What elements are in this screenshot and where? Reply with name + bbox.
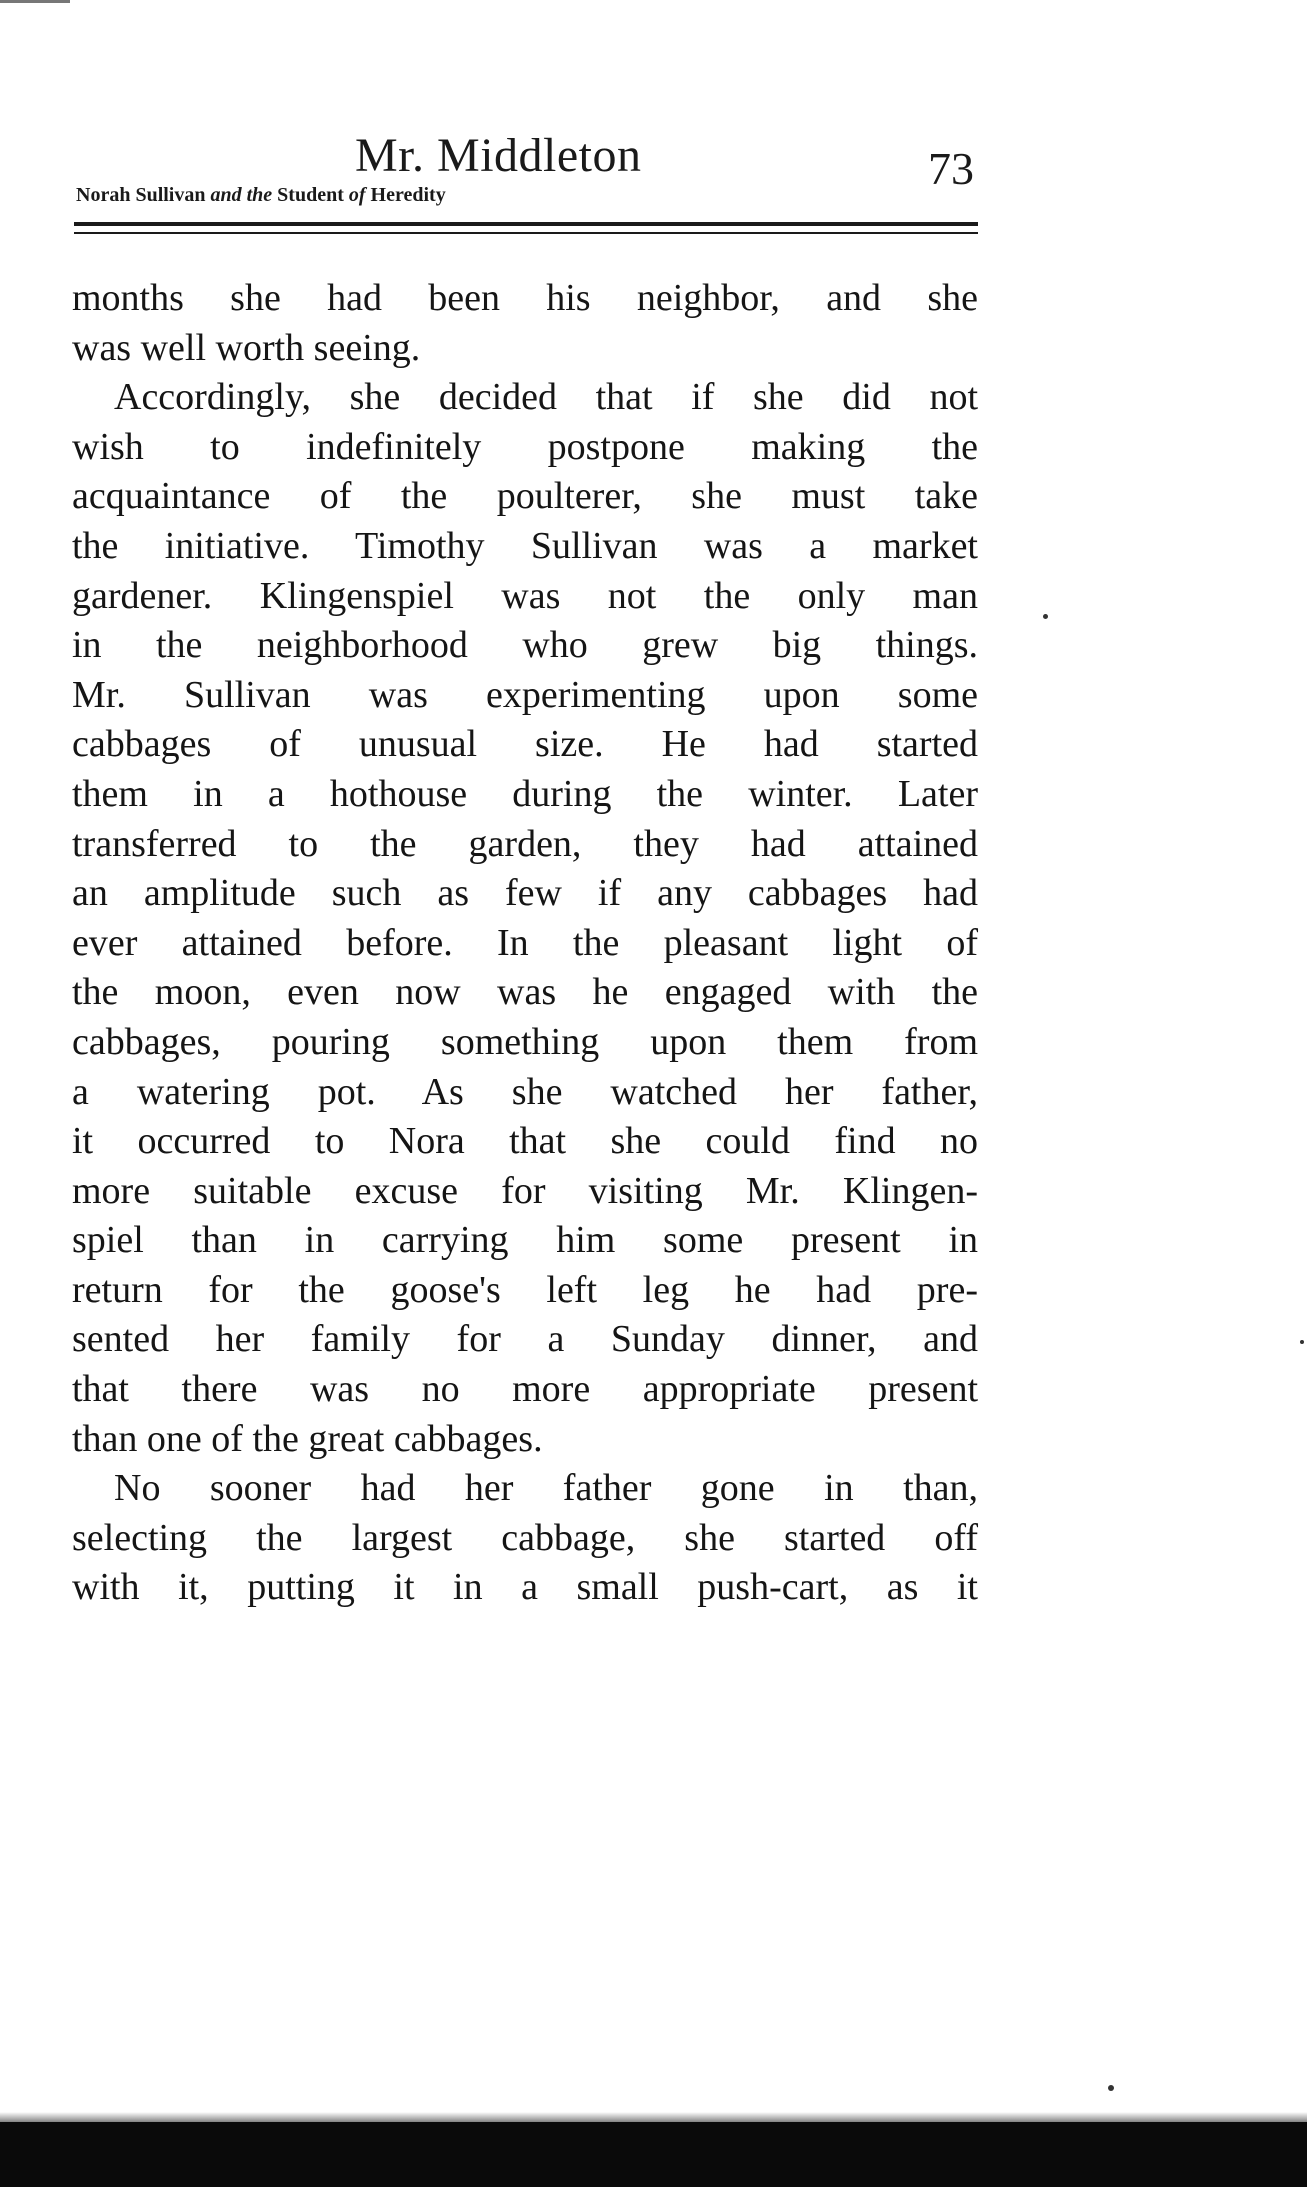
text-line: was well worth seeing. [72,326,421,369]
text-line: Mr. Sullivan was experimenting upon some [72,673,978,716]
series-title [76,184,446,207]
text-line: No sooner had her father gone in than, [114,1467,978,1510]
text-line: spiel than in carrying him some present in [72,1219,978,1262]
series-title-part: and the [210,184,273,206]
text-line: an amplitude such as few if any cabbages had [72,872,978,915]
series-title-part: Student [272,184,349,206]
scan-edge-mark [0,0,70,3]
text-line: transferred to the garden, they had attained [72,822,978,865]
text-line: than one of the great cabbages. [72,1417,543,1460]
text-line: selecting the largest cabbage, she started off [72,1516,978,1559]
text-line: with it, putting it in a small push-cart, as it [72,1566,978,1609]
text-line: ever attained before. In the pleasant light of [72,921,978,964]
scan-speck [1108,2085,1114,2091]
page-number: 73 [928,143,974,194]
scan-bottom-edge [0,2122,1307,2187]
text-line: sented her family for a Sunday dinner, and [72,1318,978,1361]
scan-speck [1300,1340,1304,1344]
text-line: the initiative. Timothy Sullivan was a market [72,524,978,567]
scan-speck [1043,614,1048,619]
header-rule [74,232,978,234]
header-rule [74,222,978,226]
text-line: them in a hothouse during the winter. Later [72,772,978,815]
text-line: months she had been his neighbor, and she [72,277,978,319]
series-title-part: Norah Sullivan [76,184,211,206]
series-title-part: of [348,184,366,206]
series-title-part: Heredity [365,184,446,206]
text-line: the moon, even now was he engaged with the [72,971,978,1014]
text-line: Accordingly, she decided that if she did not [114,376,978,419]
text-line: return for the goose's left leg he had pre- [72,1268,978,1311]
text-line: a watering pot. As she watched her father, [72,1070,978,1113]
text-line: that there was no more appropriate present [72,1368,978,1411]
running-title: Mr. Middleton [355,129,642,182]
text-line: gardener. Klingenspiel was not the only man [72,574,978,617]
text-line: cabbages, pouring something upon them from [72,1020,978,1063]
text-line: more suitable excuse for visiting Mr. Klingen- [72,1169,978,1212]
text-line: wish to indefinitely postpone making the [72,425,978,468]
body-text [72,274,978,1613]
text-line: cabbages of unusual size. He had started [72,723,978,766]
text-line: in the neighborhood who grew big things. [72,624,978,667]
text-line: acquaintance of the poulterer, she must take [72,475,978,518]
text-line: it occurred to Nora that she could find no [72,1120,978,1163]
